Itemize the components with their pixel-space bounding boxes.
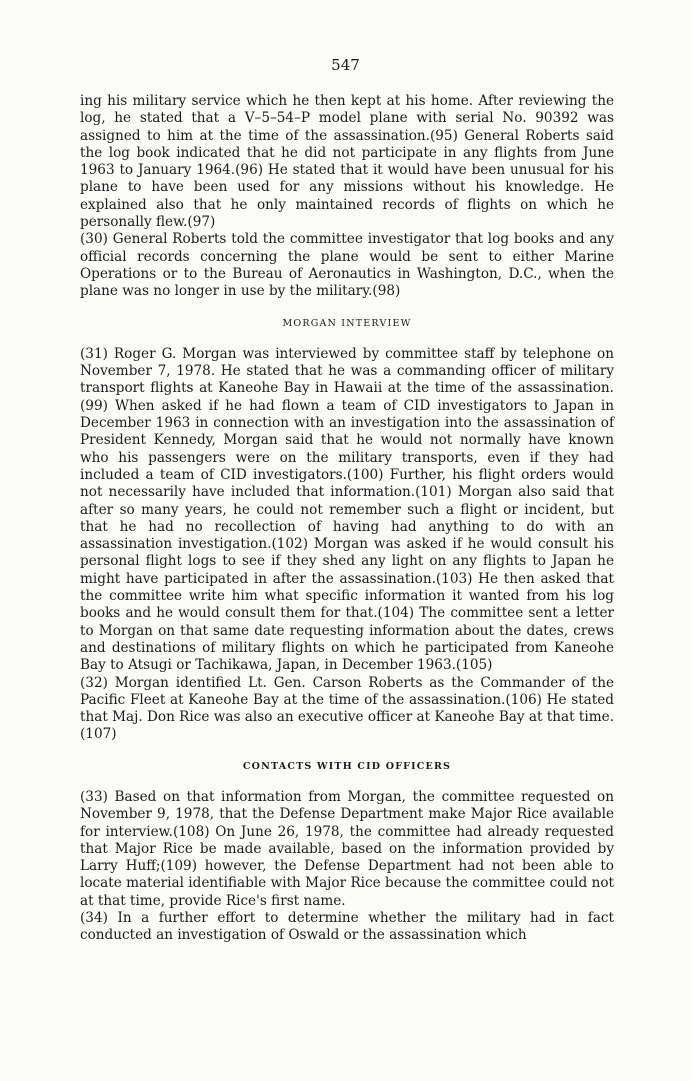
paragraph: (33) Based on that information from Morgan, the committee requested on November 9, 1978, that the Defense Department make Major Rice available for interview.(108) On June 26, 1978, the committee had already requested that Major Rice be made available, based on the information provided by Larry Huff;(109) however, the Defense Department had not been able to locate material identifiable with Major Rice because the committee could not at that time, provide Rice's first name. — [80, 788, 614, 909]
paragraph: (32) Morgan identified Lt. Gen. Carson Roberts as the Commander of the Pacific Fleet at Kaneohe Bay at the time of the assassination.(106) He stated that Maj. Don Rice was also an executive officer at Kaneohe Bay at that time.(107) — [80, 674, 614, 743]
section-heading: MORGAN INTERVIEW — [282, 317, 412, 329]
paragraph: (31) Roger G. Morgan was interviewed by committee staff by telephone on November 7, 1978. He stated that he was a commanding officer of military transport flights at Kaneohe Bay in Hawaii at the time of the assassination.(99) When asked if he had flown a team of CID investigators to Japan in December 1963 in connection with an investigation into the assassination of President Kennedy, Morgan said that he would not normally have known who his passengers were on the military transports, even if they had included a team of CID investigators.(100) Further, his flight orders would not necessarily have included that information.(101) Morgan also said that after so many years, he could not remember such a flight or incident, but that he had no recollection of having had anything to do with an assassination investigation.(102) Morgan was asked if he would consult his personal flight logs to see if they shed any light on any flights to Japan he might have participated in after the assassination.(103) He then asked that the committee write him what specific information it wanted from his log books and he would consult them for that.(104) The committee sent a letter to Morgan on that same date requesting information about the dates, crews and destinations of military flights on which he participated from Kaneohe Bay to Atsugi or Tachikawa, Japan, in December 1963.(105) — [80, 345, 614, 674]
paragraph: (34) In a further effort to determine whether the military had in fact conducted an investigation of Oswald or the assassination which — [80, 910, 614, 944]
section-heading: CONTACTS WITH CID OFFICERS — [242, 760, 452, 772]
paragraph: (30) General Roberts told the committee investigator that log books and any official records concerning the plane would be sent to either Marine Operations or to the Bureau of Aeronautics in Washington, D.C., when the plane was no longer in use by the military.(98) — [80, 231, 614, 300]
paragraph: ing his military service which he then kept at his home. After reviewing the log, he stated that a V–5–54–P model plane with serial No. 90392 was assigned to him at the time of the assassination.(95) General Roberts said the log book indicated that he did not participate in any flights from June 1963 to January 1964.(96) He stated that it would have been unusual for his plane to have been used for any missions without his knowledge. He explained also that he only maintained records of flights on which he personally flew.(97) — [80, 93, 614, 231]
body-text — [80, 93, 614, 945]
page-number: 547 — [331, 56, 360, 74]
